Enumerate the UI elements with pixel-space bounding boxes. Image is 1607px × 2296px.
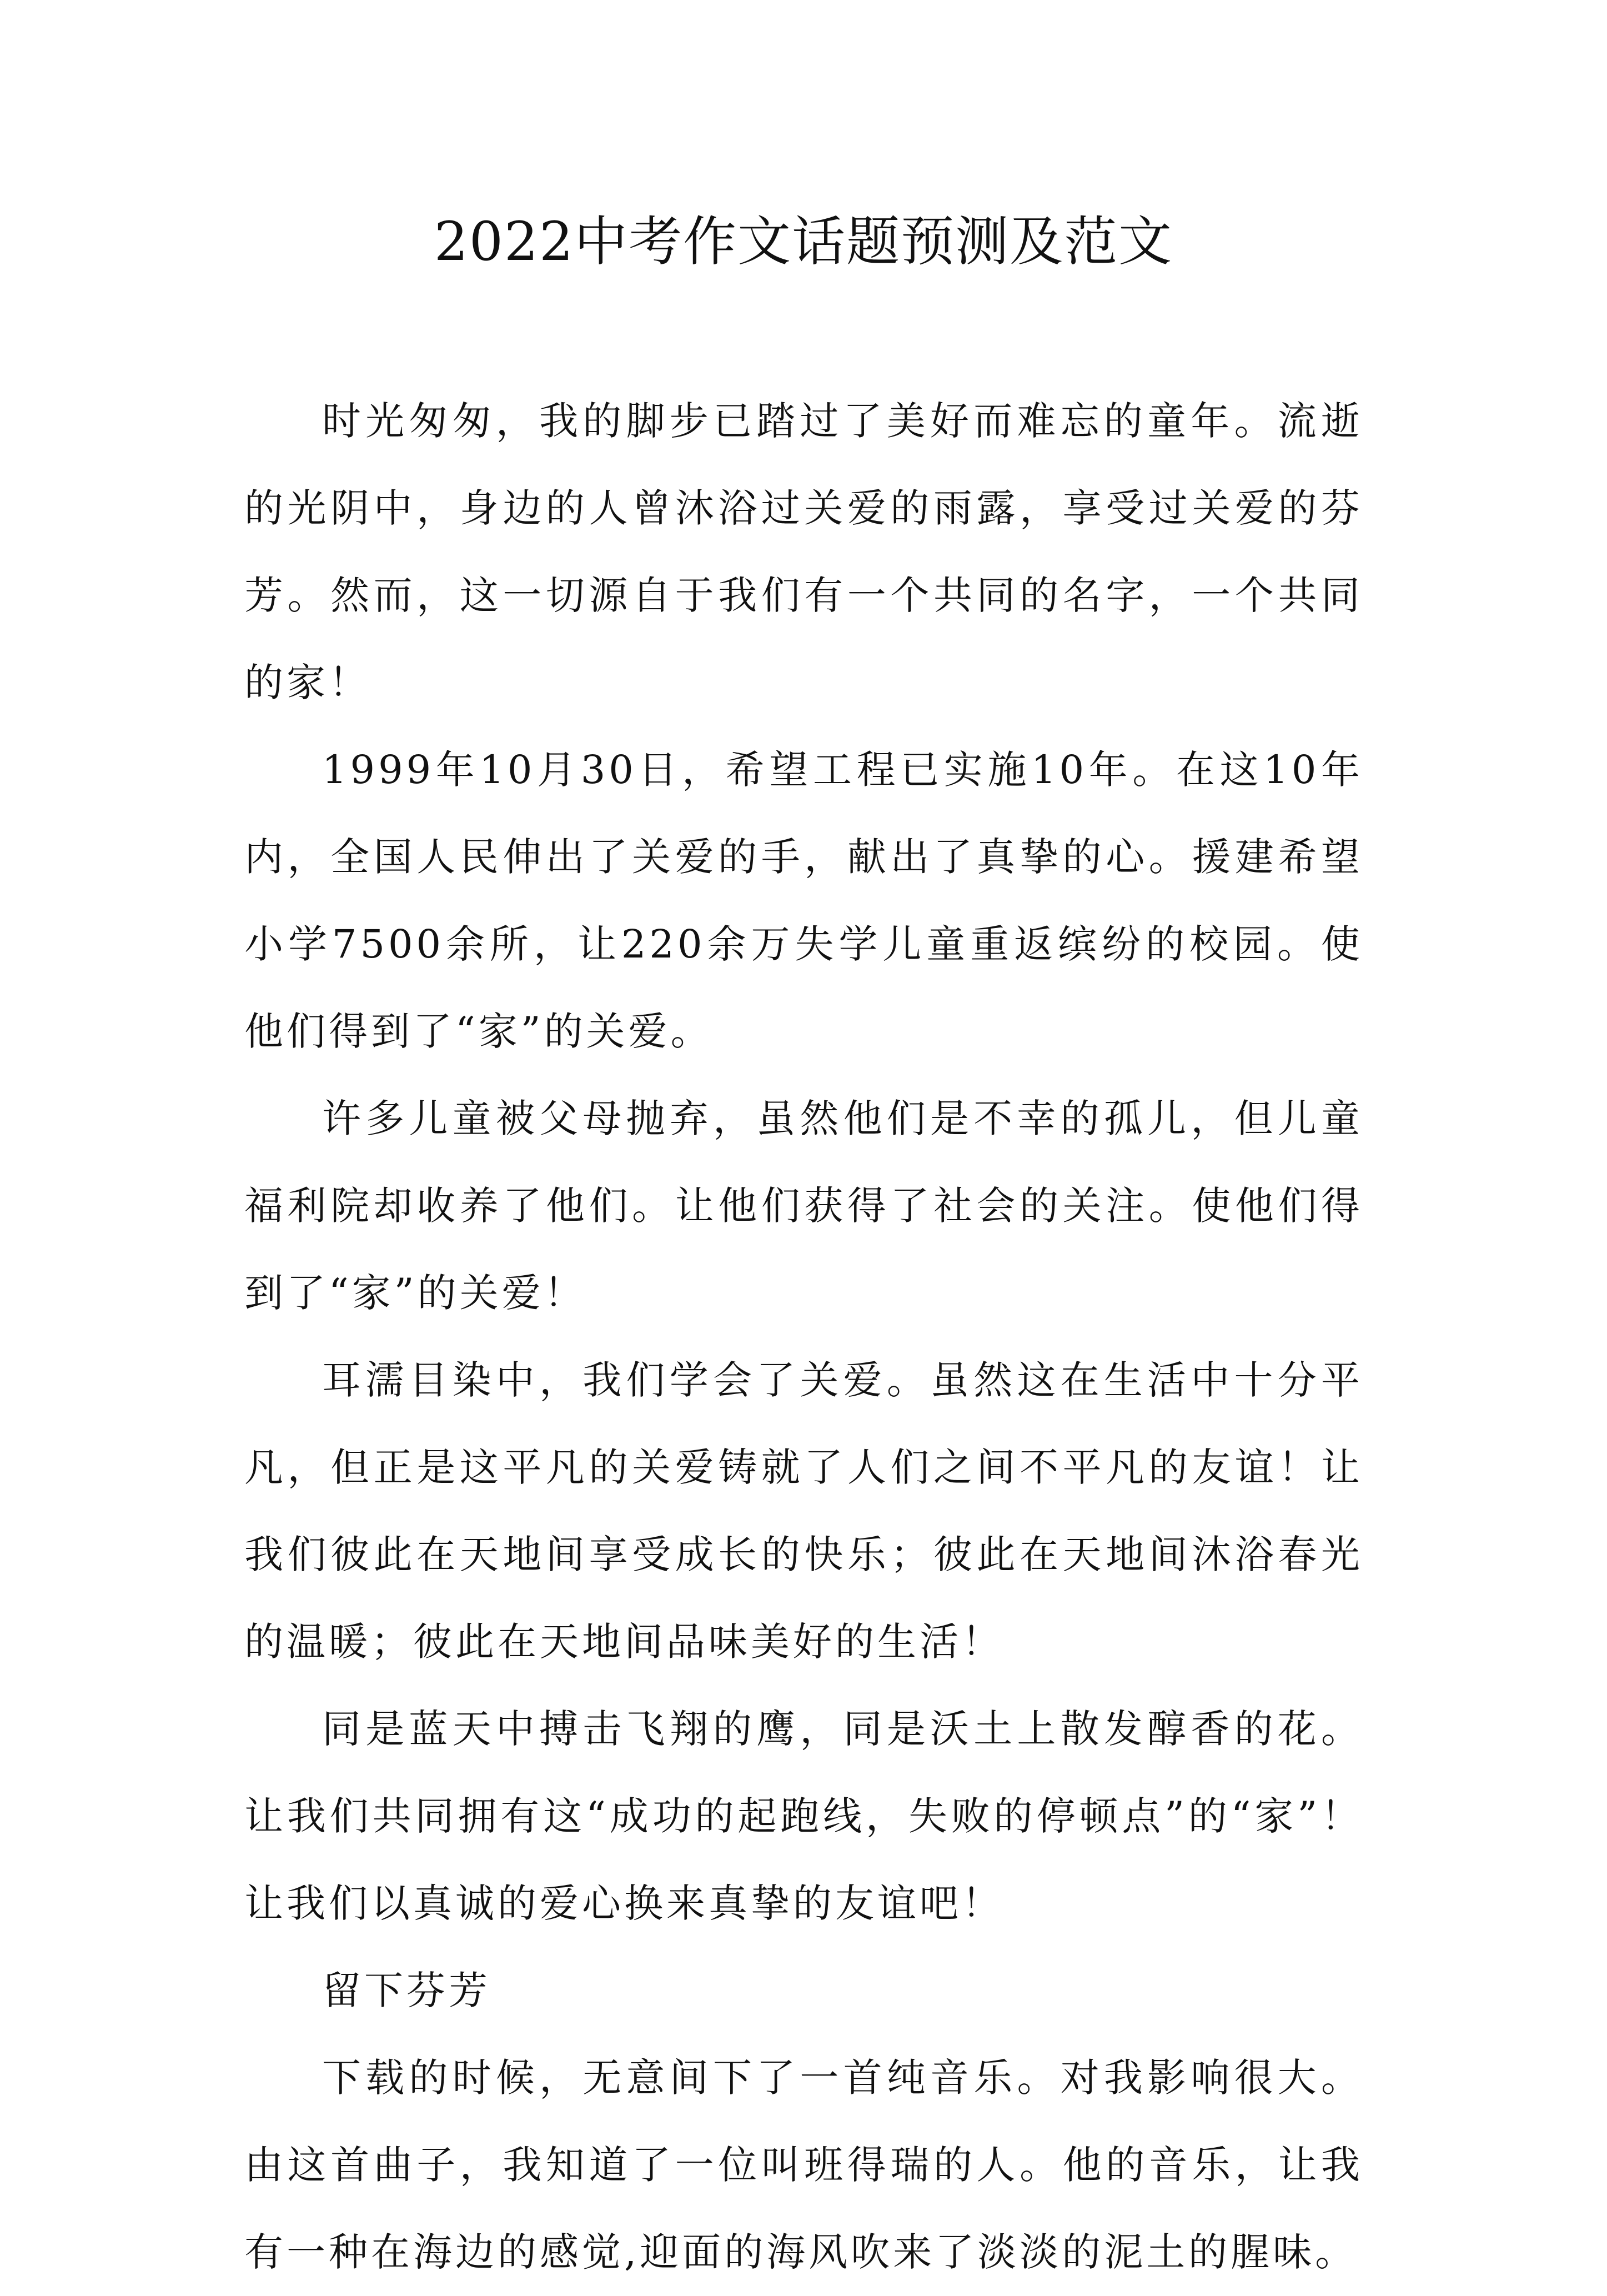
paragraph-7: 下载的时候，无意间下了一首纯音乐。对我影响很大。由这首曲子，我知道了一位叫班得瑞的人。他的音乐，让我有一种在海边的感觉,迎面的海风吹来了淡淡的泥土的腥味。: [244, 2055, 1363, 2275]
paragraph-1: 时光匆匆，我的脚步已踏过了美好而难忘的童年。流逝的光阴中，身边的人曾沐浴过关爱的雨露，享受过关爱的芬芳。然而，这一切源自于我们有一个共同的名字，一个共同的家！: [244, 398, 1363, 705]
paragraph-4: 耳濡目染中，我们学会了关爱。虽然这在生活中十分平凡，但正是这平凡的关爱铸就了人们之间不平凡的友谊！让我们彼此在天地间享受成长的快乐；彼此在天地间沐浴春光的温暖；彼此在天地间品味美好的生活！: [244, 1357, 1363, 1665]
document-body: [244, 378, 1363, 2296]
subheading-liuxia-fenfang: 留下芬芳: [322, 1968, 491, 2013]
paragraph-2: 1999年10月30日，希望工程已实施10年。在这10年内，全国人民伸出了关爱的手，献出了真挚的心。援建希望小学7500余所，让220余万失学儿童重返缤纷的校园。使他们得到了“家”的关爱。: [244, 747, 1363, 1054]
document-title: 2022中考作文话题预测及范文: [434, 210, 1173, 273]
paragraph-5: 同是蓝天中搏击飞翔的鹰，同是沃土上散发醇香的花。让我们共同拥有这“成功的起跑线，失败的停顿点”的“家”！让我们以真诚的爱心换来真挚的友谊吧！: [244, 1706, 1363, 1926]
paragraph-3: 许多儿童被父母抛弃，虽然他们是不幸的孤儿，但儿童福利院却收养了他们。让他们获得了社会的关注。使他们得到了“家”的关爱！: [244, 1096, 1363, 1316]
